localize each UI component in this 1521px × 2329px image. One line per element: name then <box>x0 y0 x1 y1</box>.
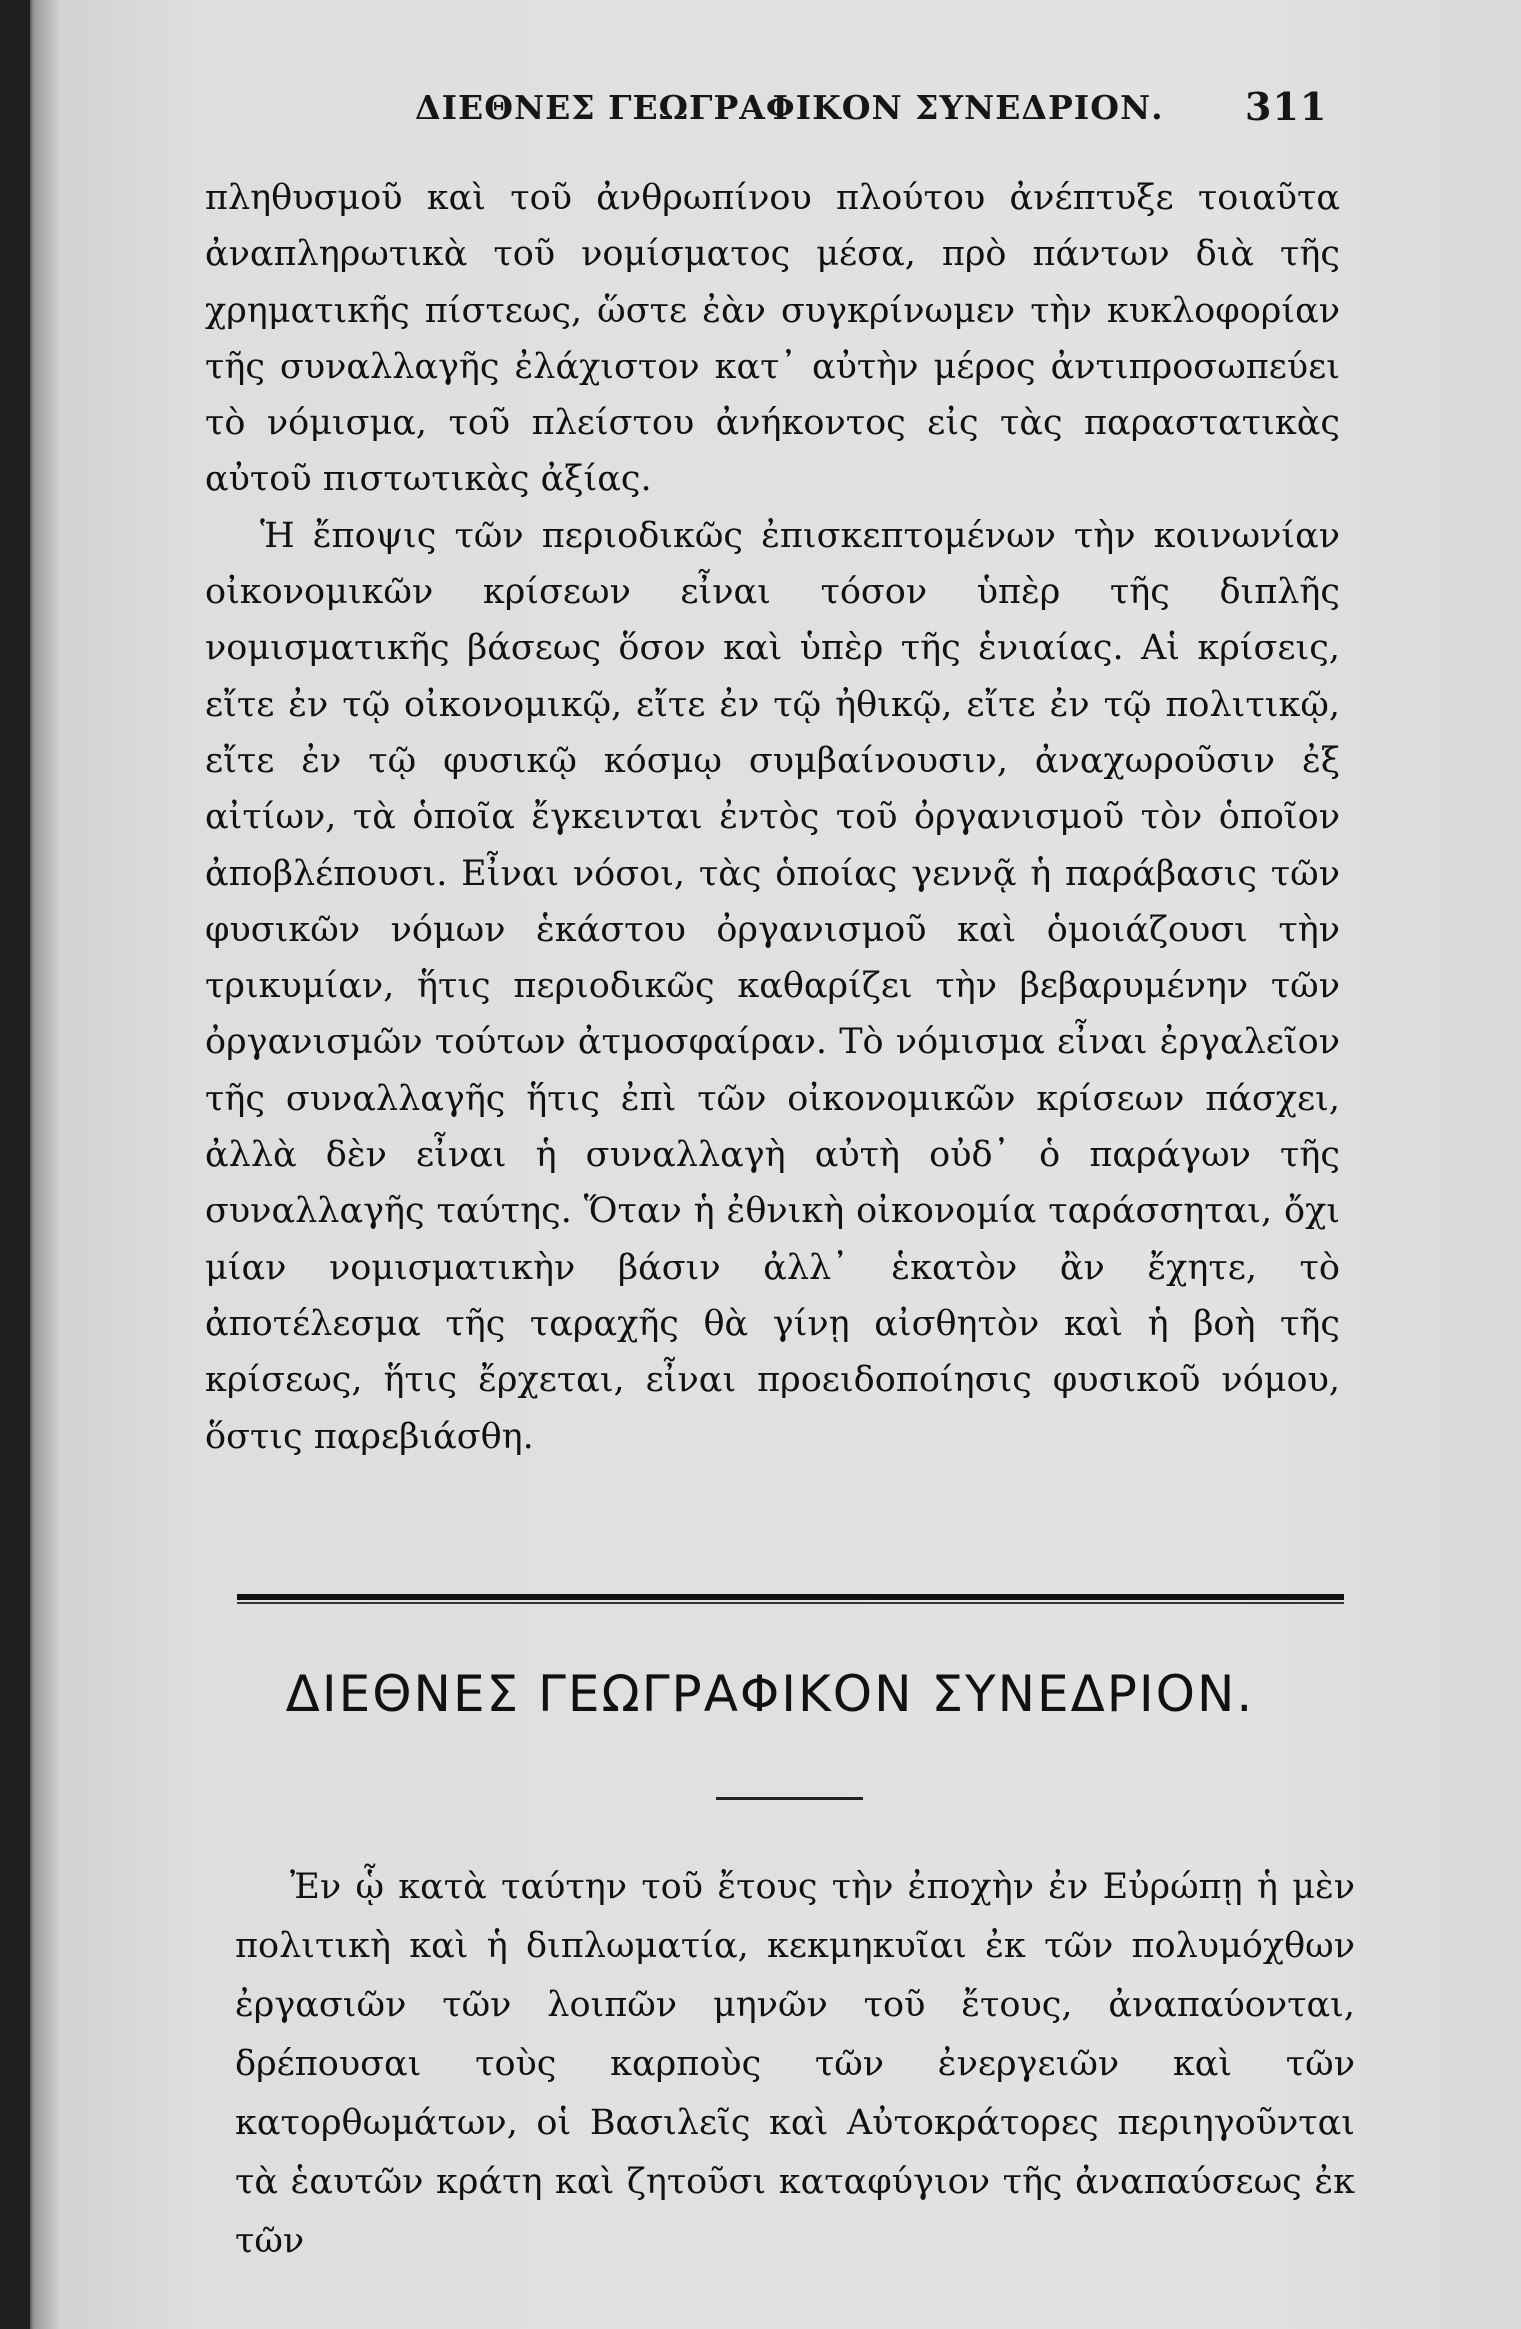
main-text <box>205 170 1340 1465</box>
section-divider-thin <box>237 1602 1344 1604</box>
book-spine <box>0 0 30 2329</box>
paragraph-crises: Ἡ ἔποψις τῶν περιοδικῶς ἐπισκεπτομένων τὴν κοινωνίαν οἰκονομικῶν κρίσεων εἶναι τόσον ὑπὲρ τῆς διπλῆς νομισματικῆς βάσεως ὅσον καὶ ὑπὲρ τῆς ἑνιαίας. Αἱ κρίσεις, εἴτε ἐν τῷ οἰκονομικῷ, εἴτε ἐν τῷ ἠθικῷ, εἴτε ἐν τῷ πολιτικῷ, εἴτε ἐν τῷ φυσικῷ κόσμῳ συμβαίνουσιν, ἀναχωροῦσιν ἐξ αἰτίων, τὰ ὁποῖα ἔγκεινται ἐντὸς τοῦ ὀργανισμοῦ τὸν ὁποῖον ἀποβλέπουσι. Εἶναι νόσοι, τὰς ὁποίας γεννᾷ ἡ παράβασις τῶν φυσικῶν νόμων ἑκάστου ὀργανισμοῦ καὶ ὁμοιάζουσι τὴν τρικυμίαν, ἥτις περιοδικῶς καθαρίζει τὴν βεβαρυμένην τῶν ὀργανισμῶν τούτων ἀτμοσφαίραν. Τὸ νόμισμα εἶναι ἐργαλεῖον τῆς συναλλαγῆς ἥτις ἐπὶ τῶν οἰκονομικῶν κρίσεων πάσχει, ἀλλὰ δὲν εἶναι ἡ συναλλαγὴ αὐτὴ οὐδ᾽ ὁ παράγων τῆς συναλλαγῆς ταύτης. Ὅταν ἡ ἐθνικὴ οἰκονομία ταράσσηται, ὄχι μίαν νομισματικὴν βάσιν ἀλλ᾽ ἑκατὸν ἂν ἔχητε, τὸ ἀποτέλεσμα τῆς ταραχῆς θὰ γίνῃ αἰσθητὸν καὶ ἡ βοὴ τῆς κρίσεως, ἥτις ἔρχεται, εἶναι προειδοποίησις φυσικοῦ νόμου, ὅστις παρεβιάσθη. <box>205 515 1340 1457</box>
section-paragraph: Ἐν ᾧ κατὰ ταύτην τοῦ ἔτους τὴν ἐποχὴν ἐν Εὐρώπῃ ἡ μὲν πολιτικὴ καὶ ἡ διπλωματία, κεκμηκυῖαι ἐκ τῶν πολυμόχθων ἐργασιῶν τῶν λοιπῶν μηνῶν τοῦ ἔτους, ἀναπαύονται, δρέπουσαι τοὺς καρποὺς τῶν ἐνεργειῶν καὶ τῶν κατορθωμάτων, οἱ Βασιλεῖς καὶ Αὐτοκράτορες περιηγοῦνται τὰ ἑαυτῶν κράτη καὶ ζητοῦσι καταφύγιον τῆς ἀναπαύσεως ἐκ τῶν <box>235 1867 1355 2261</box>
running-head <box>415 84 1328 138</box>
running-head-title: ΔΙΕΘΝΕΣ ΓΕΩΓΡΑΦΙΚΟΝ ΣΥΝΕΔΡΙΟΝ. <box>415 88 1164 127</box>
section-divider-thick <box>237 1594 1344 1600</box>
heading-underline <box>716 1797 863 1800</box>
section-heading: ΔΙΕΘΝΕΣ ΓΕΩΓΡΑΦΙΚΟΝ ΣΥΝΕΔΡΙΟΝ. <box>285 1665 1255 1723</box>
page-number: 311 <box>1245 84 1328 129</box>
section-text <box>235 1858 1355 2271</box>
paragraph-continued: πληθυσμοῦ καὶ τοῦ ἀνθρωπίνου πλούτου ἀνέπτυξε τοιαῦτα ἀναπληρωτικὰ τοῦ νομίσματος μέσα, πρὸ πάντων διὰ τῆς χρηματικῆς πίστεως, ὥστε ἐὰν συγκρίνωμεν τὴν κυκλοφορίαν τῆς συναλλαγῆς ἐλάχιστον κατ᾽ αὐτὴν μέρος ἀντιπροσωπεύει τὸ νόμισμα, τοῦ πλείστου ἀνήκοντος εἰς τὰς παραστατικὰς αὐτοῦ πιστωτικὰς ἀξίας. <box>205 178 1340 500</box>
